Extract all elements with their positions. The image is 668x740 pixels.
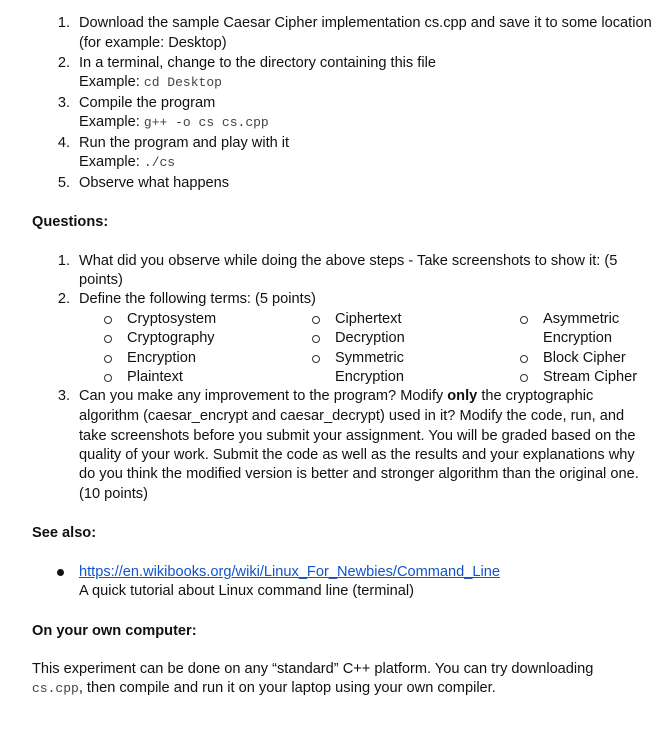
question-text: algorithm (caesar_encrypt and caesar_decrypt) used in it? Modify the code, run, and <box>79 408 625 424</box>
circle-bullet-icon <box>520 374 528 382</box>
link-description: A quick tutorial about Linux command line (terminal) <box>79 583 415 599</box>
example-code: cd Desktop <box>143 75 222 90</box>
question-text: quality of your work. Submit the code as well as the results and your explanations why <box>79 447 635 463</box>
example-label: Example: <box>79 154 140 170</box>
questions-heading: Questions: <box>32 214 109 230</box>
term-item: Ciphertext <box>335 311 402 327</box>
circle-bullet-icon <box>104 316 112 324</box>
question-text <box>79 387 593 406</box>
bullet-dot-icon <box>57 569 64 576</box>
circle-bullet-icon <box>312 316 320 324</box>
step-number: 3. <box>57 95 70 111</box>
see-also-heading: See also: <box>32 525 97 541</box>
circle-bullet-icon <box>312 335 320 343</box>
step-text: Download the sample Caesar Cipher implementation cs.cpp and save it to some location <box>79 15 652 31</box>
step-text: In a terminal, change to the directory containing this file <box>79 55 436 71</box>
circle-bullet-icon <box>104 355 112 363</box>
example-code: ./cs <box>143 155 176 170</box>
term-item-continuation: Encryption <box>543 330 612 346</box>
example-line <box>79 113 269 132</box>
step-text: Compile the program <box>79 95 216 111</box>
example-label: Example: <box>79 114 140 130</box>
question-text: take screenshots before you submit your assignment. You will be graded based on the <box>79 428 636 444</box>
emphasis-only: only <box>447 388 478 404</box>
term-item: Encryption <box>127 350 196 366</box>
question-text-part: the cryptographic <box>477 388 594 404</box>
term-item: Decryption <box>335 330 405 346</box>
question-text: points) <box>79 272 123 288</box>
step-text: (for example: Desktop) <box>79 35 227 51</box>
question-text-part: Can you make any improvement to the program? Modify <box>79 388 448 404</box>
term-item-continuation: Encryption <box>335 369 404 385</box>
question-text: (10 points) <box>79 486 148 502</box>
wikibooks-link[interactable]: https://en.wikibooks.org/wiki/Linux_For_Newbies/Command_Line <box>79 564 500 580</box>
term-item: Symmetric <box>335 350 404 366</box>
paragraph-text-part: , then compile and run it on your laptop using your own compiler. <box>78 680 496 696</box>
example-label: Example: <box>79 74 140 90</box>
circle-bullet-icon <box>104 374 112 382</box>
step-text: Observe what happens <box>79 175 230 191</box>
term-item: Asymmetric <box>543 311 620 327</box>
own-computer-heading: On your own computer: <box>32 623 197 639</box>
circle-bullet-icon <box>520 355 528 363</box>
term-item: Cryptosystem <box>127 311 217 327</box>
inline-code: cs.cpp <box>32 681 79 696</box>
question-text: do you think the modified version is better and stronger algorithm than the original one. <box>79 466 639 482</box>
example-line <box>79 73 222 92</box>
question-number: 2. <box>57 291 70 307</box>
question-number: 3. <box>57 388 70 404</box>
term-item: Cryptography <box>127 330 215 346</box>
term-item: Block Cipher <box>543 350 626 366</box>
circle-bullet-icon <box>104 335 112 343</box>
question-number: 1. <box>57 253 70 269</box>
circle-bullet-icon <box>520 316 528 324</box>
circle-bullet-icon <box>312 355 320 363</box>
step-number: 4. <box>57 135 70 151</box>
example-code: g++ -o cs cs.cpp <box>143 115 269 130</box>
step-text: Run the program and play with it <box>79 135 290 151</box>
step-number: 5. <box>57 175 70 191</box>
step-number: 1. <box>57 15 70 31</box>
term-item: Plaintext <box>127 369 183 385</box>
example-line <box>79 153 175 172</box>
step-number: 2. <box>57 55 70 71</box>
question-text: Define the following terms: (5 points) <box>79 291 316 307</box>
paragraph-text <box>32 679 496 698</box>
question-text: What did you observe while doing the above steps - Take screenshots to show it: (5 <box>79 253 618 269</box>
term-item: Stream Cipher <box>543 369 638 385</box>
paragraph-text: This experiment can be done on any “standard” C++ platform. You can try downloading <box>32 661 594 677</box>
